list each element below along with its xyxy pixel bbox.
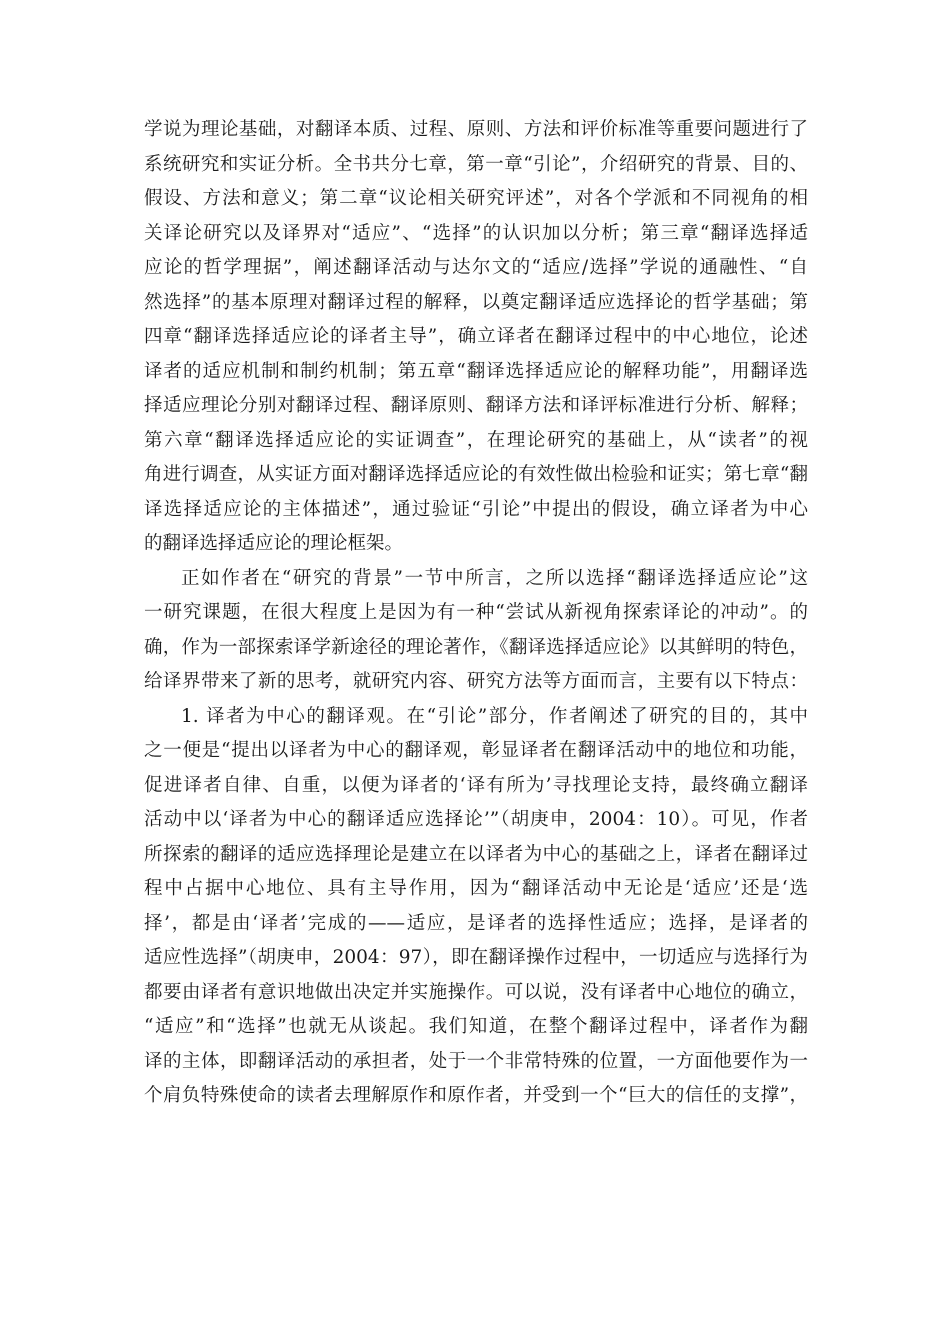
- text-line: 译的主体，即翻译活动的承担者，处于一个非常特殊的位置，一方面他要作为一: [144, 1050, 808, 1072]
- text-line: 第六章“翻译选择适应论的实证调查”，在理论研究的基础上，从“读者”的视: [144, 429, 808, 451]
- text-line: 学说为理论基础，对翻译本质、过程、原则、方法和评价标准等重要问题进行了: [144, 119, 808, 140]
- text-line: 四章“翻译选择适应论的译者主导”，确立译者在翻译过程中的中心地位，论述: [144, 326, 808, 347]
- body-text: [144, 113, 808, 1114]
- text-line: 之一便是“提出以译者为中心的翻译观，彰显译者在翻译活动中的地位和功能，: [144, 740, 808, 761]
- text-line: 适应性选择”（胡庚申，2004：97），即在翻译操作过程中，一切适应与选择行为: [144, 947, 808, 968]
- text-line: 的翻译选择适应论的理论框架。: [144, 533, 404, 554]
- text-line: 一研究课题，在很大程度上是因为有一种“尝试从新视角探索译论的冲动”。的: [144, 602, 808, 623]
- text-line: 择’，都是由‘译者’完成的——适应，是译者的选择性适应；选择，是译者的: [144, 912, 808, 934]
- text-line: 角进行调查，从实证方面对翻译选择适应论的有效性做出检验和证实；第七章“翻: [144, 464, 808, 485]
- text-line: 应论的哲学理据”，阐述翻译活动与达尔文的“适应/选择”学说的通融性、“自: [144, 257, 808, 278]
- text-line: 确，作为一部探索译学新途径的理论著作，《翻译选择适应论》以其鲜明的特色，: [144, 636, 808, 658]
- text-line: 假设、方法和意义；第二章“议论相关研究评述”，对各个学派和不同视角的相: [144, 188, 808, 209]
- text-line: 译者的适应机制和制约机制；第五章“翻译选择适应论的解释功能”，用翻译选: [144, 360, 808, 382]
- text-line: 程中占据中心地位、具有主导作用，因为“翻译活动中无论是‘适应’还是‘选: [144, 878, 808, 899]
- text-line: 关译论研究以及译界对“适应”、“选择”的认识加以分析；第三章“翻译选择适: [144, 222, 808, 244]
- text-line: 译选择适应论的主体描述”，通过验证“引论”中提出的假设，确立译者为中心: [144, 498, 808, 520]
- text-line: 1. 译者为中心的翻译观。在“引论”部分，作者阐述了研究的目的，其中: [181, 705, 808, 727]
- text-line: 择适应理论分别对翻译过程、翻译原则、翻译方法和译评标准进行分析、解释；: [144, 395, 808, 416]
- text-line: 给译界带来了新的思考，就研究内容、研究方法等方面而言，主要有以下特点：: [144, 671, 808, 692]
- text-line: 促进译者自律、自重，以便为译者的‘译有所为’寻找理论支持，最终确立翻译: [144, 774, 808, 796]
- text-line: 活动中以‘译者为中心的翻译适应选择论’”（胡庚申，2004：10）。可见，作者: [144, 809, 808, 830]
- text-line: 个肩负特殊使命的读者去理解原作和原作者，并受到一个“巨大的信任的支撑”，: [144, 1085, 808, 1106]
- text-line: 正如作者在“研究的背景”一节中所言，之所以选择“翻译选择适应论”这: [181, 567, 808, 589]
- text-line: 系统研究和实证分析。全书共分七章，第一章“引论”，介绍研究的背景、目的、: [144, 153, 808, 175]
- text-line: 然选择”的基本原理对翻译过程的解释，以奠定翻译适应选择论的哲学基础；第: [144, 291, 808, 313]
- text-line: 所探索的翻译的适应选择理论是建立在以译者为中心的基础之上，译者在翻译过: [144, 843, 808, 865]
- text-line: “适应”和“选择”也就无从谈起。我们知道，在整个翻译过程中，译者作为翻: [144, 1016, 808, 1037]
- text-line: 都要由译者有意识地做出决定并实施操作。可以说，没有译者中心地位的确立，: [144, 981, 808, 1003]
